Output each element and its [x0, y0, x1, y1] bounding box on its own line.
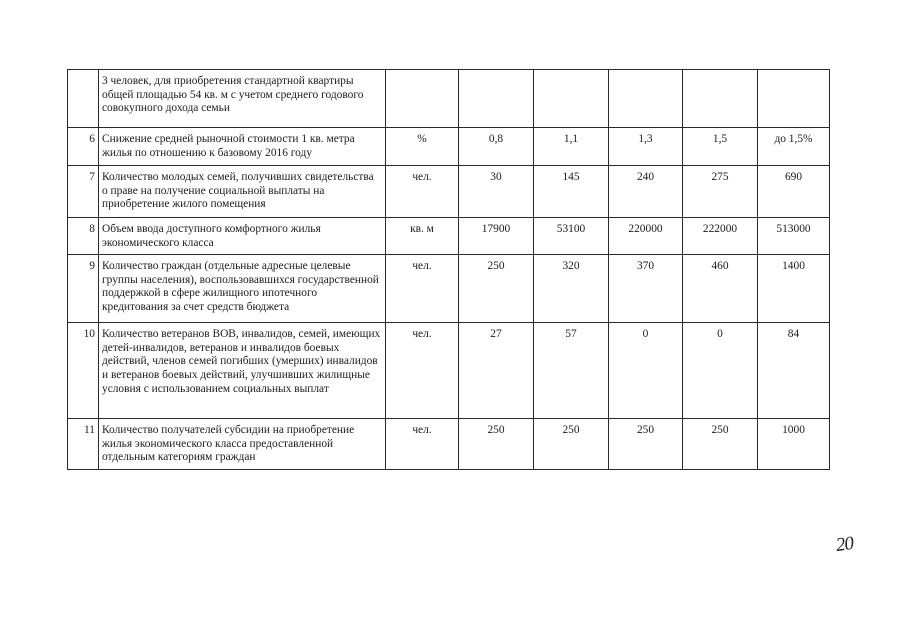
table-row	[68, 166, 830, 218]
indicator-name-cell: Объем ввода доступного комфортного жилья экономического класса	[99, 218, 386, 255]
table-row	[68, 128, 830, 166]
row-number-cell: 11	[68, 419, 99, 470]
value-cell: 320	[534, 255, 609, 323]
value-cell: 57	[534, 323, 609, 419]
value-cell: 1,1	[534, 128, 609, 166]
indicator-name-cell: 3 человек, для приобретения стандартной квартиры общей площадью 54 кв. м с учетом среднего годового совокупного дохода семьи	[99, 70, 386, 128]
unit-cell: чел.	[386, 255, 459, 323]
value-cell: 220000	[609, 218, 683, 255]
indicators-table	[67, 69, 830, 470]
value-cell: 222000	[683, 218, 758, 255]
table-row	[68, 323, 830, 419]
value-cell: 1,3	[609, 128, 683, 166]
value-cell: 84	[758, 323, 830, 419]
indicator-name-cell: Количество ветеранов ВОВ, инвалидов, семей, имеющих детей-инвалидов, ветеранов и инвалидов боевых действий, членов семей погибших (умерших) инвалидов и ветеранов боевых действий, улучшивших жилищные условия с использованием социальных выплат	[99, 323, 386, 419]
value-cell: 53100	[534, 218, 609, 255]
value-cell: 250	[683, 419, 758, 470]
indicator-name-cell: Снижение средней рыночной стоимости 1 кв. метра жилья по отношению к базовому 2016 году	[99, 128, 386, 166]
value-cell: 250	[534, 419, 609, 470]
row-number-cell	[68, 70, 99, 128]
value-cell: 17900	[459, 218, 534, 255]
value-cell: 250	[609, 419, 683, 470]
row-number-cell: 6	[68, 128, 99, 166]
value-cell	[534, 70, 609, 128]
value-cell: 690	[758, 166, 830, 218]
indicator-name-cell: Количество молодых семей, получивших свидетельства о праве на получение социальной выплаты на приобретение жилого помещения	[99, 166, 386, 218]
value-cell: 240	[609, 166, 683, 218]
row-number-cell: 9	[68, 255, 99, 323]
indicator-name-cell: Количество получателей субсидии на приобретение жилья экономического класса предоставленной отдельным категориям граждан	[99, 419, 386, 470]
table-body	[68, 70, 830, 470]
indicator-name-cell: Количество граждан (отдельные адресные целевые группы населения), воспользовавшихся государственной поддержкой в сфере жилищного ипотечного кредитования за счет средств бюджета	[99, 255, 386, 323]
handwritten-page-number: 20	[834, 532, 855, 557]
value-cell: 250	[459, 419, 534, 470]
value-cell: 145	[534, 166, 609, 218]
unit-cell: кв. м	[386, 218, 459, 255]
value-cell: 460	[683, 255, 758, 323]
unit-cell: чел.	[386, 323, 459, 419]
row-number-cell: 10	[68, 323, 99, 419]
unit-cell	[386, 70, 459, 128]
value-cell: 0	[683, 323, 758, 419]
value-cell: 0	[609, 323, 683, 419]
table-row	[68, 70, 830, 128]
value-cell: 1400	[758, 255, 830, 323]
value-cell: 27	[459, 323, 534, 419]
table-row	[68, 218, 830, 255]
value-cell	[459, 70, 534, 128]
value-cell	[609, 70, 683, 128]
value-cell	[758, 70, 830, 128]
row-number-cell: 7	[68, 166, 99, 218]
value-cell	[683, 70, 758, 128]
unit-cell: чел.	[386, 166, 459, 218]
table-row	[68, 255, 830, 323]
value-cell: 250	[459, 255, 534, 323]
row-number-cell: 8	[68, 218, 99, 255]
unit-cell: чел.	[386, 419, 459, 470]
table-row	[68, 419, 830, 470]
value-cell: 1000	[758, 419, 830, 470]
value-cell: 275	[683, 166, 758, 218]
value-cell: до 1,5%	[758, 128, 830, 166]
value-cell: 513000	[758, 218, 830, 255]
unit-cell: %	[386, 128, 459, 166]
value-cell: 370	[609, 255, 683, 323]
value-cell: 0,8	[459, 128, 534, 166]
value-cell: 1,5	[683, 128, 758, 166]
value-cell: 30	[459, 166, 534, 218]
